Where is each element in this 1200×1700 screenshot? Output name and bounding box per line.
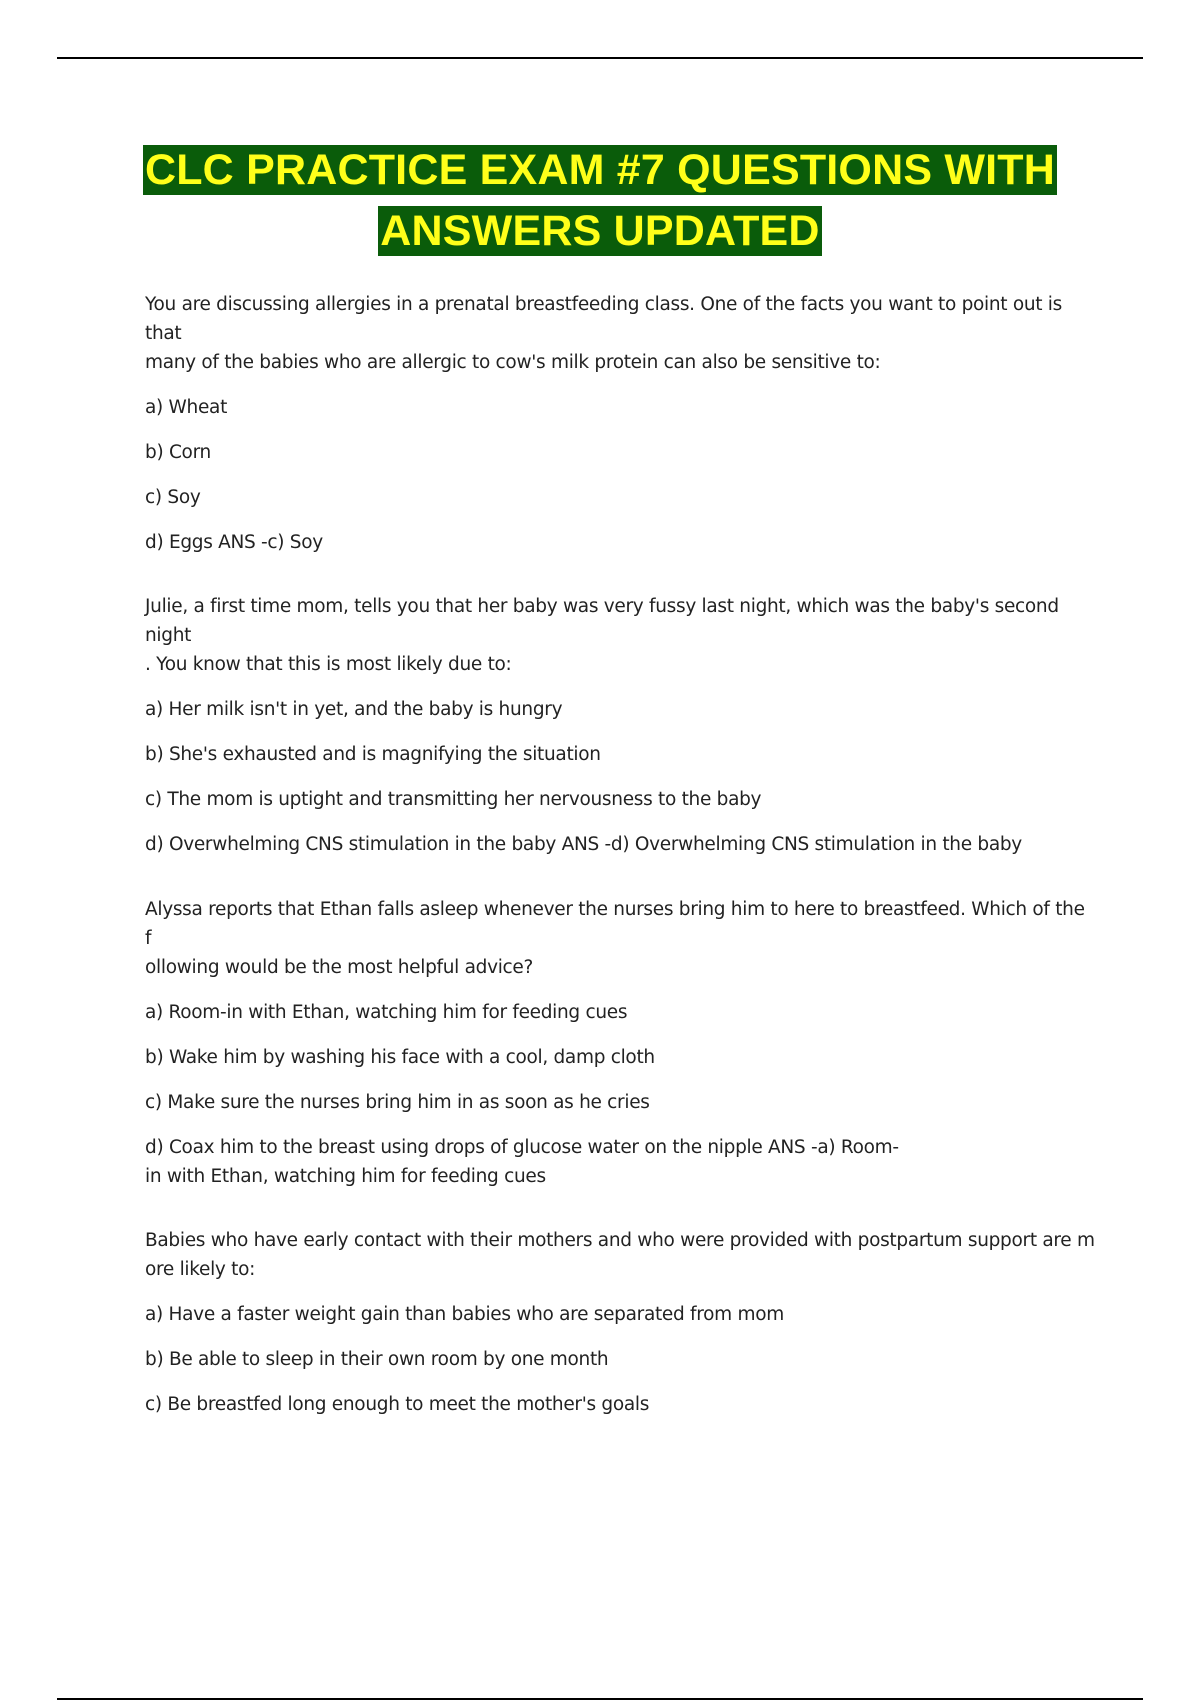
question-stem [145,895,1095,982]
question-stem [145,1226,1095,1284]
option-a: a) Have a faster weight gain than babies who are separated from mom [145,1304,784,1325]
option-c: c) Be breastfed long enough to meet the mother's goals [145,1394,650,1415]
option-a: a) Wheat [145,397,228,418]
question-stem [145,592,1095,679]
question-1 [145,290,1095,557]
question-3 [145,895,1095,1191]
title-line-2: ANSWERS UPDATED [380,207,820,255]
option-b: b) Corn [145,442,211,463]
title-line-1: CLC PRACTICE EXAM #7 QUESTIONS WITH [144,146,1056,194]
question-stem-line-1: Julie, a first time mom, tells you that her baby was very fussy last night, which was the baby's second night [145,596,1059,646]
question-stem-line-2: . You know that this is most likely due to: [145,654,512,675]
option-d-text: d) Coax him to the breast using drops of glucose water on the nipple ANS -a) Room- [145,1137,899,1158]
question-stem-line-1: You are discussing allergies in a prenatal breastfeeding class. One of the facts you want to point out is that [145,294,1062,344]
question-stem-line-2: many of the babies who are allergic to cow's milk protein can also be sensitive to: [145,352,881,373]
option-b: b) She's exhausted and is magnifying the situation [145,744,601,765]
option-b: b) Be able to sleep in their own room by one month [145,1349,609,1370]
option-b: b) Wake him by washing his face with a cool, damp cloth [145,1047,655,1068]
answer-continuation: in with Ethan, watching him for feeding cues [145,1166,546,1187]
question-stem-line-1: Babies who have early contact with their mothers and who were provided with postpartum support are m [145,1230,1095,1251]
option-c: c) Soy [145,487,201,508]
document-title [0,145,1200,267]
option-a: a) Her milk isn't in yet, and the baby is hungry [145,699,563,720]
option-a: a) Room-in with Ethan, watching him for feeding cues [145,1002,628,1023]
question-2 [145,592,1095,859]
question-stem-line-2: ollowing would be the most helpful advice? [145,957,534,978]
option-c: c) Make sure the nurses bring him in as soon as he cries [145,1092,650,1113]
question-stem-line-1: Alyssa reports that Ethan falls asleep whenever the nurses bring him to here to breastfeed. Which of the f [145,899,1085,949]
question-4 [145,1226,1095,1419]
top-divider [57,57,1143,59]
option-d-with-answer [145,1133,1095,1191]
question-stem-line-2: ore likely to: [145,1259,256,1280]
question-stem [145,290,1095,377]
option-d-with-answer: d) Overwhelming CNS stimulation in the baby ANS -d) Overwhelming CNS stimulation in the baby [145,834,1022,855]
option-d-with-answer: d) Eggs ANS -c) Soy [145,532,323,553]
option-c: c) The mom is uptight and transmitting her nervousness to the baby [145,789,762,810]
